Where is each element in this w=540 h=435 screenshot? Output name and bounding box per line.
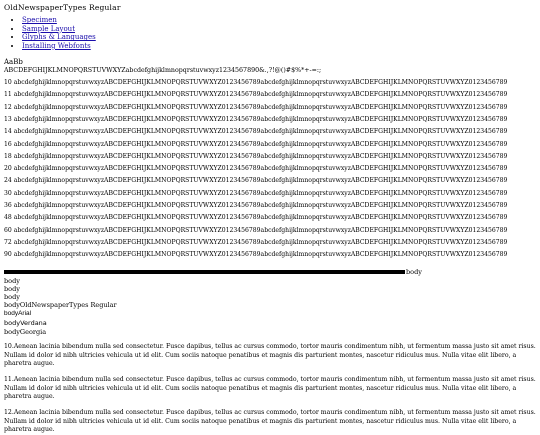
font-line-verdana: bodyVerdana xyxy=(4,319,47,327)
body-line: body xyxy=(4,277,20,285)
charset-line: ABCDEFGHIJKLMNOPQRSTUVWXYZabcdefghijklmnopqrstuvwxyz1234567890&.,?!@()#$%*+-=:; xyxy=(4,67,322,74)
solid-bar xyxy=(4,270,405,274)
sample-text: abcdefghijklmnopqrstuvwxyzABCDEFGHIJKLMNOPQRSTUVWXYZ0123456789abcdefghijklmnopqrstuvwxyzABCDEFGHIJKLMNOPQRSTUVWXYZ0123456789 xyxy=(13,128,508,136)
size-label: 12 xyxy=(4,103,12,111)
size-sample-row xyxy=(4,103,540,113)
size-label: 90 xyxy=(4,251,12,259)
size-sample-row xyxy=(4,78,540,88)
size-label: 24 xyxy=(4,177,12,185)
body-line: body xyxy=(4,285,20,293)
paragraph: 10.Aenean lacinia bibendum nulla sed consectetur. Fusce dapibus, tellus ac cursus commodo, tortor mauris condimentum nibh, ut fermentum massa justo sit amet risus. Nullam id dolor id nibh ultricies vehicula ut id elit. Cum sociis natoque penatibus et magnis dis parturient montes, nascetur ridiculus mus. Nulla vitae elit libero, a pharetra augue. xyxy=(4,343,536,368)
size-label: 30 xyxy=(4,189,12,197)
bar-suffix: body xyxy=(406,268,422,276)
size-label: 48 xyxy=(4,214,12,222)
size-sample-row xyxy=(4,127,540,137)
sample-text: abcdefghijklmnopqrstuvwxyzABCDEFGHIJKLMNOPQRSTUVWXYZ0123456789abcdefghijklmnopqrstuvwxyzABCDEFGHIJKLMNOPQRSTUVWXYZ0123456789 xyxy=(13,177,508,185)
sample-text: abcdefghijklmnopqrstuvwxyzABCDEFGHIJKLMNOPQRSTUVWXYZ0123456789abcdefghijklmnopqrstuvwxyzABCDEFGHIJKLMNOPQRSTUVWXYZ0123456789 xyxy=(13,251,508,259)
size-sample-row xyxy=(4,164,540,174)
size-label: 72 xyxy=(4,238,12,246)
size-sample-row xyxy=(4,176,540,186)
page-title: OldNewspaperTypes Regular xyxy=(4,3,121,12)
sample-text: abcdefghijklmnopqrstuvwxyzABCDEFGHIJKLMNOPQRSTUVWXYZ0123456789abcdefghijklmnopqrstuvwxyzABCDEFGHIJKLMNOPQRSTUVWXYZ0123456789 xyxy=(13,152,508,160)
sample-text: abcdefghijklmnopqrstuvwxyzABCDEFGHIJKLMNOPQRSTUVWXYZ0123456789abcdefghijklmnopqrstuvwxyzABCDEFGHIJKLMNOPQRSTUVWXYZ0123456789 xyxy=(13,79,508,86)
size-sample-row xyxy=(4,201,540,211)
size-sample-row xyxy=(4,213,540,223)
nav-item-sample-layout xyxy=(22,25,96,34)
sample-text: abcdefghijklmnopqrstuvwxyzABCDEFGHIJKLMNOPQRSTUVWXYZ0123456789abcdefghijklmnopqrstuvwxyzABCDEFGHIJKLMNOPQRSTUVWXYZ0123456789 xyxy=(13,226,508,234)
size-label: 11 xyxy=(4,91,12,99)
sample-text: abcdefghijklmnopqrstuvwxyzABCDEFGHIJKLMNOPQRSTUVWXYZ0123456789abcdefghijklmnopqrstuvwxyzABCDEFGHIJKLMNOPQRSTUVWXYZ0123456789 xyxy=(13,189,508,197)
size-sample-row xyxy=(4,226,540,236)
sample-text: abcdefghijklmnopqrstuvwxyzABCDEFGHIJKLMNOPQRSTUVWXYZ0123456789abcdefghijklmnopqrstuvwxyzABCDEFGHIJKLMNOPQRSTUVWXYZ0123456789 xyxy=(13,202,508,209)
solid-bar-line xyxy=(4,268,422,276)
sample-text: abcdefghijklmnopqrstuvwxyzABCDEFGHIJKLMNOPQRSTUVWXYZ0123456789abcdefghijklmnopqrstuvwxyzABCDEFGHIJKLMNOPQRSTUVWXYZ0123456789 xyxy=(13,115,508,123)
sample-text: abcdefghijklmnopqrstuvwxyzABCDEFGHIJKLMNOPQRSTUVWXYZ0123456789abcdefghijklmnopqrstuvwxyzABCDEFGHIJKLMNOPQRSTUVWXYZ0123456789 xyxy=(13,238,508,246)
font-line-arial: bodyArial xyxy=(4,310,32,317)
font-line-georgia: bodyGeorgia xyxy=(4,328,47,336)
size-sample-row xyxy=(4,115,540,125)
size-label: 16 xyxy=(4,140,12,148)
paragraph: 12.Aenean lacinia bibendum nulla sed consectetur. Fusce dapibus, tellus ac cursus commodo, tortor mauris condimentum nibh, ut fermentum massa justo sit amet risus. Nullam id dolor id nibh ultricies vehicula ut id elit. Cum sociis natoque penatibus et magnis dis parturient montes, nascetur ridiculus mus. Nulla vitae elit libero, a pharetra augue. xyxy=(4,409,536,434)
nav-item-glyphs xyxy=(22,33,96,42)
nav-link-glyphs[interactable]: Glyphs & Languages xyxy=(22,33,96,42)
size-label: 13 xyxy=(4,115,12,123)
size-label: 10 xyxy=(4,79,12,86)
paragraph: 11.Aenean lacinia bibendum nulla sed consectetur. Fusce dapibus, tellus ac cursus commodo, tortor mauris condimentum nibh, ut fermentum massa justo sit amet risus. Nullam id dolor id nibh ultricies vehicula ut id elit. Cum sociis natoque penatibus et magnis dis parturient montes, nascetur ridiculus mus. Nulla vitae elit libero, a pharetra augue. xyxy=(4,376,536,401)
nav-link-specimen[interactable]: Specimen xyxy=(22,16,57,24)
body-line: body xyxy=(4,293,20,301)
nav-item-specimen xyxy=(22,16,96,25)
sample-text: abcdefghijklmnopqrstuvwxyzABCDEFGHIJKLMNOPQRSTUVWXYZ0123456789abcdefghijklmnopqrstuvwxyzABCDEFGHIJKLMNOPQRSTUVWXYZ0123456789 xyxy=(13,103,508,111)
size-sample-row xyxy=(4,140,540,150)
sample-text: abcdefghijklmnopqrstuvwxyzABCDEFGHIJKLMNOPQRSTUVWXYZ0123456789abcdefghijklmnopqrstuvwxyzABCDEFGHIJKLMNOPQRSTUVWXYZ0123456789 xyxy=(13,91,508,99)
size-sample-row xyxy=(4,90,540,100)
nav-link-webfonts[interactable]: Installing Webfonts xyxy=(22,41,91,50)
size-sample-row xyxy=(4,189,540,199)
size-sample-row xyxy=(4,238,540,248)
sample-text: abcdefghijklmnopqrstuvwxyzABCDEFGHIJKLMNOPQRSTUVWXYZ0123456789abcdefghijklmnopqrstuvwxyzABCDEFGHIJKLMNOPQRSTUVWXYZ0123456789 xyxy=(13,165,508,173)
font-line: bodyOldNewspaperTypes Regular xyxy=(4,301,117,309)
size-label: 18 xyxy=(4,152,12,160)
size-label: 60 xyxy=(4,226,12,234)
size-label: 14 xyxy=(4,128,12,136)
nav-link-sample-layout[interactable]: Sample Layout xyxy=(22,24,76,33)
aabb-sample: AaBb xyxy=(4,58,23,66)
size-sample-row xyxy=(4,152,540,162)
nav-list xyxy=(4,16,96,50)
sample-text: abcdefghijklmnopqrstuvwxyzABCDEFGHIJKLMNOPQRSTUVWXYZ0123456789abcdefghijklmnopqrstuvwxyzABCDEFGHIJKLMNOPQRSTUVWXYZ0123456789 xyxy=(13,214,508,222)
nav-item-webfonts xyxy=(22,42,96,51)
size-sample-row xyxy=(4,250,540,260)
size-label: 36 xyxy=(4,202,12,209)
size-label: 20 xyxy=(4,165,12,173)
sample-text: abcdefghijklmnopqrstuvwxyzABCDEFGHIJKLMNOPQRSTUVWXYZ0123456789abcdefghijklmnopqrstuvwxyzABCDEFGHIJKLMNOPQRSTUVWXYZ0123456789 xyxy=(13,140,508,148)
